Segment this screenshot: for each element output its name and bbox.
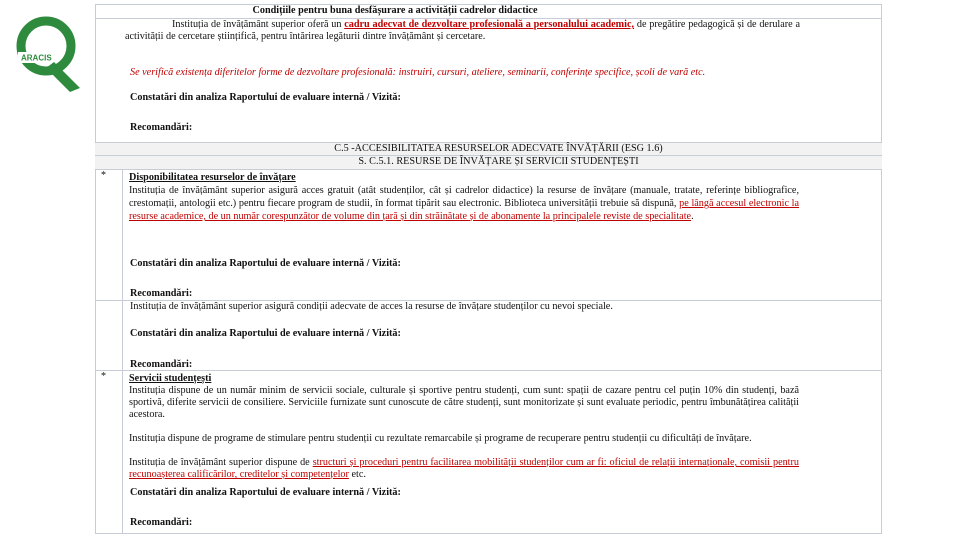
- findings-label: Constatări din analiza Raportului de evaluare internă / Vizită:: [130, 92, 401, 103]
- verification-note: Se verifică existența diferitelor forme de dezvoltare profesională: instruiri, cursuri, ateliere, seminarii, conferințe specifice, școli de vară etc.: [130, 67, 706, 78]
- section-c5-title: C.5 -ACCESIBILITATEA RESURSELOR ADECVATE ÎNVĂȚĂRII (ESG 1.6): [334, 143, 663, 154]
- dev-paragraph: Instituția de învățământ superior oferă un cadru adecvat de dezvoltare profesională a personalului academic, de pregătire pedagogică și de derulare a activității de cercetare științifică, pentru întărirea legăturii dintre învățământ și cercetare.: [125, 19, 800, 43]
- recommendations-label: Recomandări:: [130, 288, 193, 299]
- section-heading: Condițiile pentru buna desfășurare a activității cadrelor didactice: [252, 5, 538, 16]
- bullet-marker: *: [101, 371, 106, 382]
- recommendations-label: Recomandări:: [130, 517, 193, 528]
- recommendations-label: Recomandări:: [130, 122, 193, 133]
- logo-text: ARACIS: [21, 53, 52, 63]
- findings-label: Constatări din analiza Raportului de evaluare internă / Vizită:: [130, 328, 401, 339]
- special-needs-paragraph: Instituția de învățământ superior asigură condiții adecvate de acces la resurse de învățare studenților cu nevoi speciale.: [130, 301, 613, 312]
- aracis-q-logo-icon: [14, 14, 86, 94]
- highlighted-text: pe lângă accesul electronic la resurse academice, de un număr corespunzător de volume din țară și din străinătate și de abonamente la principalele reviste de specialitate: [129, 198, 799, 222]
- services-paragraph-1: Instituția dispune de un număr minim de servicii sociale, culturale și sportive pentru studenți, cum sunt: spații de cazare pentru cel puțin 10% din studenți, bază sportivă, diferite servicii de consiliere. Serviciile furnizate sunt cunoscute de către studenți, sunt monitorizate și sunt evaluate periodic, pentru îmbunătățirea calității acestora.: [129, 385, 799, 421]
- resources-heading: Disponibilitatea resurselor de învățare: [129, 172, 296, 183]
- aracis-logo: [14, 14, 86, 94]
- services-heading: Servicii studențești: [129, 373, 212, 384]
- findings-label: Constatări din analiza Raportului de evaluare internă / Vizită:: [130, 487, 401, 498]
- bullet-marker: *: [101, 170, 106, 181]
- recommendations-label: Recomandări:: [130, 359, 193, 370]
- findings-label: Constatări din analiza Raportului de evaluare internă / Vizită:: [130, 258, 401, 269]
- services-paragraph-3: Instituția de învățământ superior dispune de structuri și proceduri pentru facilitarea mobilității studenților cum ar fi: oficiul de relații internaționale, comisii pentru recunoașterea calificărilor, creditelor și competențelor etc.: [129, 457, 799, 481]
- resources-paragraph: Instituția de învățământ superior asigură acces gratuit (atât studenților, cât și cadrelor didactice) la resurse de învățare (manuale, tratate, referințe bibliografice, crestomații, antologii etc.) pentru fiecare program de studii, în format tipărit sau electronic. Biblioteca universității trebuie să dispună, pe lângă accesul electronic la resurse academice, de un număr corespunzător de volume din țară și din străinătate și de abonamente la principalele reviste de specialitate.: [129, 185, 799, 222]
- section-c51-subtitle: S. C.5.1. RESURSE DE ÎNVĂȚARE ȘI SERVICII STUDENȚEȘTI: [358, 156, 639, 167]
- highlighted-text: structuri și proceduri pentru facilitarea mobilității studenților cum ar fi: oficiul de relații internaționale, comisii pentru recunoașterea calificărilor, creditelor și competențelor: [129, 457, 799, 481]
- highlighted-text: cadru adecvat de dezvoltare profesională a personalului academic,: [344, 19, 635, 30]
- services-paragraph-2: Instituția dispune de programe de stimulare pentru studenții cu rezultate remarcabile și programe de recuperare pentru studenții cu dificultăți de învățare.: [129, 433, 752, 444]
